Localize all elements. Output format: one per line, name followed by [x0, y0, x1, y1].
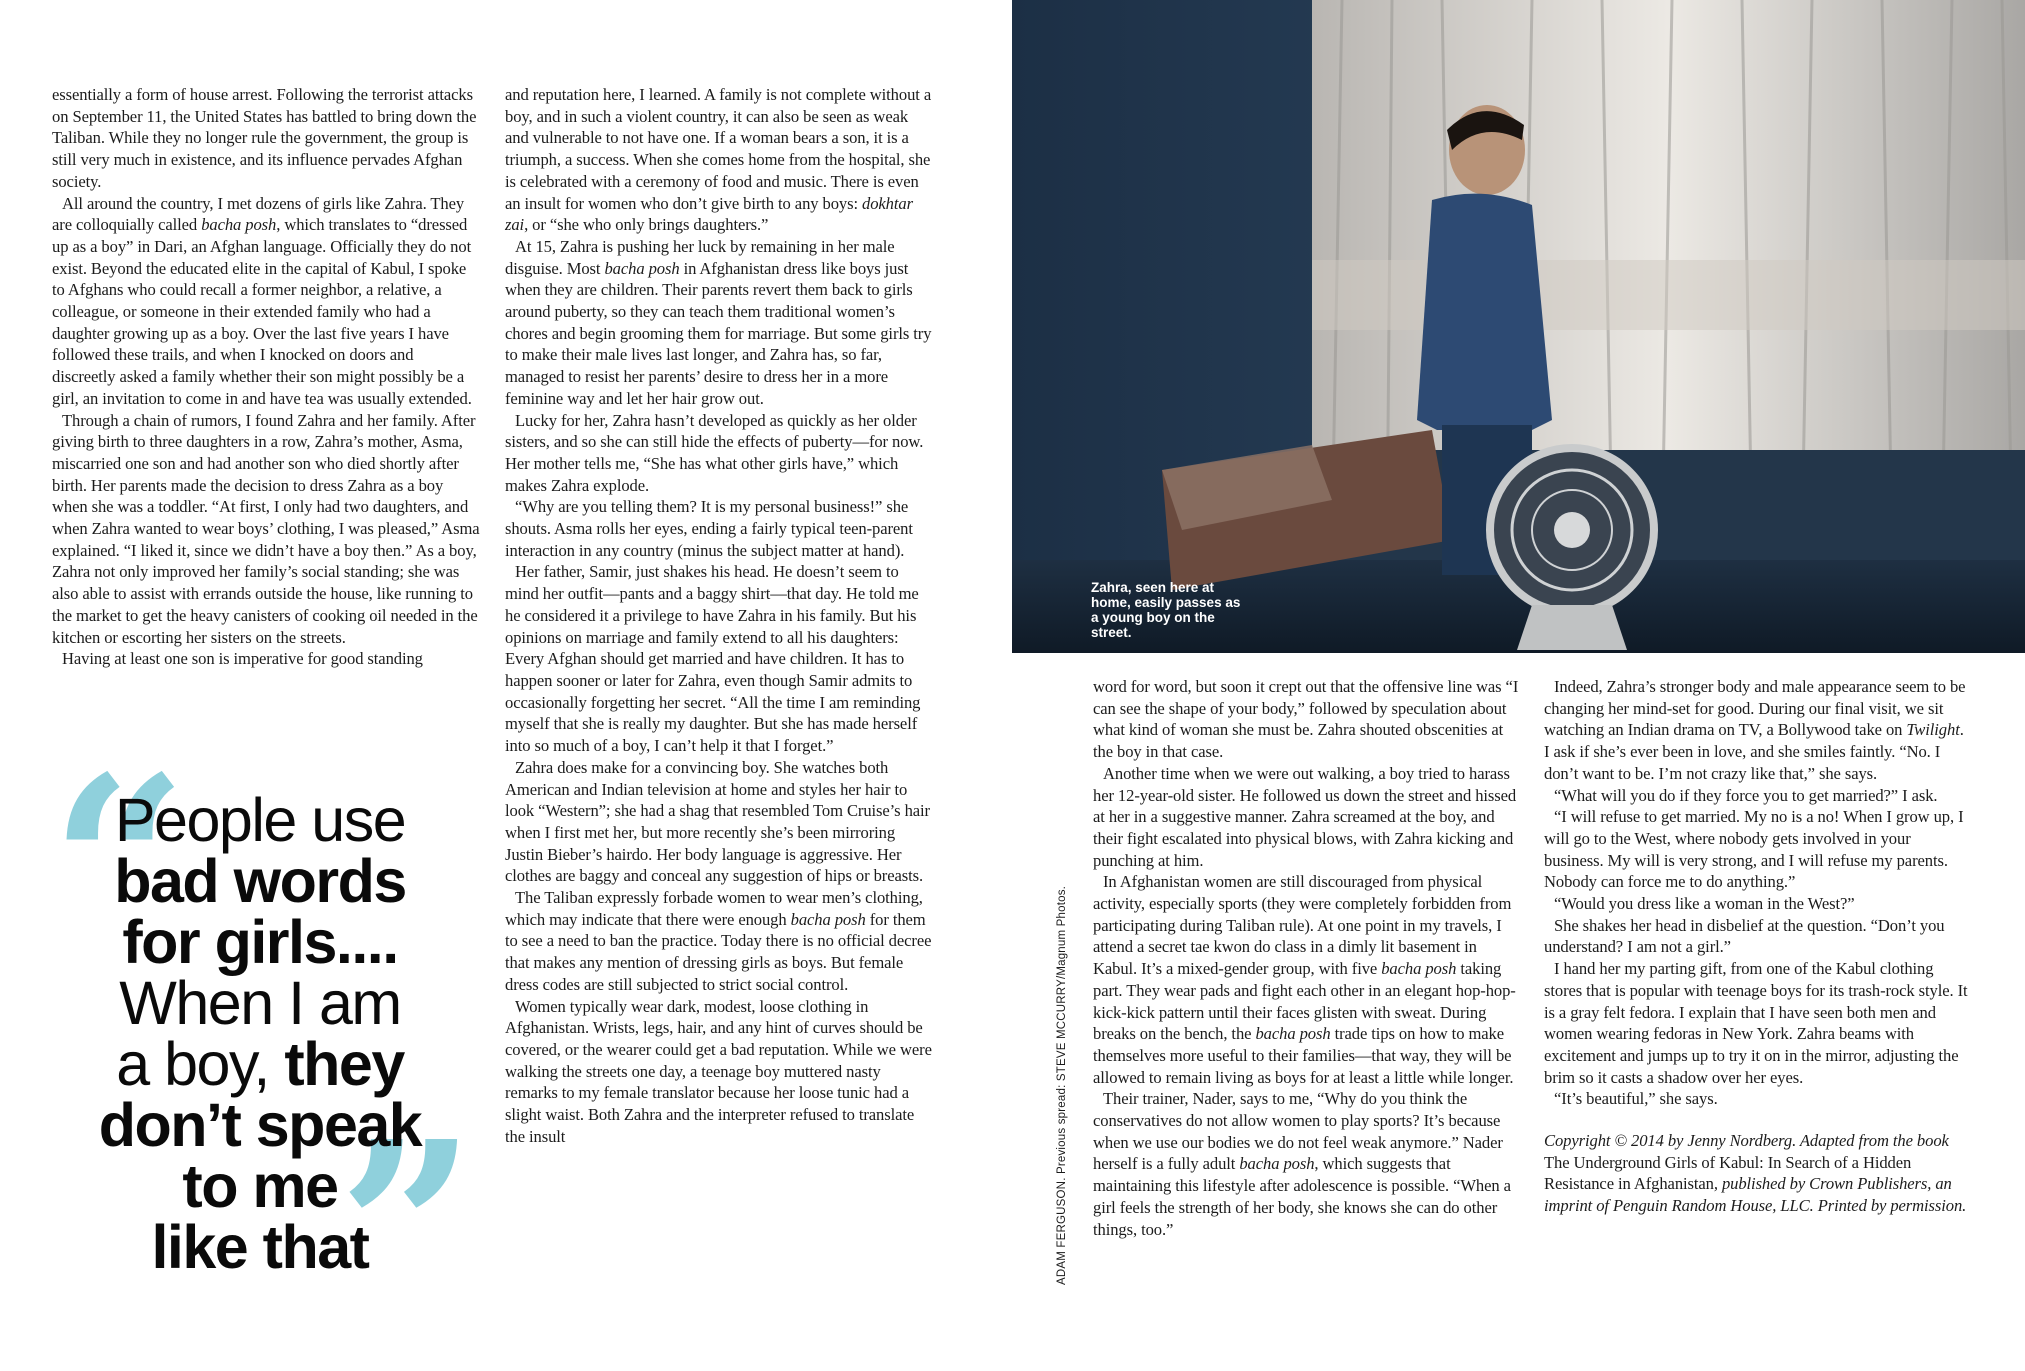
- pull-quote-line: like that: [151, 1213, 369, 1281]
- pull-quote-line: When I am: [119, 969, 401, 1037]
- pull-quote-line: bad words: [114, 847, 406, 915]
- photo-caption: Zahra, seen here at home, easily passes as a young boy on the street.: [1091, 580, 1241, 640]
- article-column-2: [505, 84, 935, 1147]
- pull-quote-line: for girls....: [122, 908, 398, 976]
- paragraph: Indeed, Zahra’s stronger body and male appearance seem to be changing her mind-set for good. During our final visit, we sit watching an Indian drama on TV, a Bollywood take on Twilight. I ask if she’s ever been in love, and she smiles faintly. “No. I don’t want to be. I’m not crazy like that,” she says.: [1544, 677, 1966, 783]
- paragraph: At 15, Zahra is pushing her luck by remaining in her male disguise. Most bacha posh in Afghanistan dress like boys just when they are children. Their parents revert them back to girls around puberty, so they can teach them traditional women’s chores and begin grooming them for marriage. But some girls try to make their male lives last longer, and Zahra has, so far, managed to resist her parents’ desire to dress her in a more feminine way and let her hair grow out.: [505, 236, 932, 408]
- paragraph: essentially a form of house arrest. Following the terrorist attacks on September 11, the United States has battled to bring down the Taliban. While they no longer rule the government, the group is still very much in existence, and its influence pervades Afghan society.: [52, 85, 477, 191]
- paragraph: and reputation here, I learned. A family is not complete without a boy, and in such a violent country, it can also be seen as weak and vulnerable to not have one. If a woman bears a son, it is a triumph, a success. When she comes home from the hospital, she is celebrated with a ceremony of food and music. There is even an insult for women who don’t give birth to any boys: dokhtar zai, or “she who only brings daughters.”: [505, 85, 932, 235]
- paragraph: “It’s beautiful,” she says.: [1554, 1089, 1718, 1109]
- pull-quote-text: [50, 786, 470, 1281]
- photo-credit: ADAM FERGUSON. Previous spread: STEVE MCCURRY/Magnum Photos.: [1056, 885, 1068, 1285]
- article-column-4-paragraphs: [1544, 676, 1972, 1110]
- zahra-by-window-image: [1012, 0, 2025, 653]
- pull-quote-fragment: they: [284, 1030, 404, 1098]
- close-quote-mark: ”: [338, 1089, 477, 1371]
- paragraph: Zahra does make for a convincing boy. She watches both American and Indian television at home and styles her hair to look “Western”; she had a shag that resembled Tom Cruise’s hair when I first met her, but more recently she’s been mirroring Justin Bieber’s hairdo. Her body language is aggressive. Her clothes are baggy and conceal any suggestion of hips or breasts.: [505, 757, 930, 886]
- pull-quote-line: [50, 1030, 470, 1098]
- paragraph: Another time when we were out walking, a boy tried to harass her 12-year-old sister. He followed us down the street and hissed at her in a suggestive manner. Zahra screamed at the boy, and their fight escalated into physical blows, with Zahra kicking and punching at him.: [1093, 763, 1517, 870]
- paragraph: Lucky for her, Zahra hasn’t developed as quickly as her older sisters, and so she can still hide the effects of puberty—for now. Her mother tells me, “She has what other girls have,” which makes Zahra explode.: [505, 410, 924, 495]
- pull-quote-line: don’t speak: [98, 1091, 422, 1159]
- pull-quote-line: to me: [182, 1152, 338, 1220]
- paragraph: Their trainer, Nader, says to me, “Why do you think the conservatives do not allow women to play sports? It’s because when we use our bodies we do not feel weak anymore.” Nader herself is a fully adult bacha posh, which suggests that maintaining this lifestyle after adolescence is possible. “When a girl feels the strength of her body, she knows she can do other things, too.”: [1093, 1089, 1511, 1239]
- paragraph: word for word, but soon it crept out that the offensive line was “I can see the shape of your body,” followed by speculation about what kind of woman she must be. Zahra shouted obscenities at the boy in that case.: [1093, 677, 1519, 762]
- pull-quote-line: People use: [114, 786, 406, 854]
- pull-quote: [50, 724, 477, 1371]
- copyright-note: Copyright © 2014 by Jenny Nordberg. Adapted from the book The Underground Girls of Kabul: In Search of a Hidden Resistance in Afghanistan, published by Crown Publishers, an imprint of Penguin Random House, LLC. Printed by permission.: [1544, 1131, 1967, 1216]
- paragraph: “I will refuse to get married. My no is a no! When I grow up, I will go to the West, where nobody gets involved in your business. My will is very strong, and I will refuse my parents. Nobody can force me to do anything.”: [1544, 807, 1964, 892]
- paragraph: In Afghanistan women are still discouraged from physical activity, especially sports (they were completely forbidden from participating during Taliban rule). At one point in my travels, I attend a secret tae kwon do class in a dimly lit basement in Kabul. It’s a mixed-gender group, with five bacha posh taking part. They wear pads and fight each other in an elegant hop-hop-kick-kick pattern until their faces glisten with sweat. During breaks on the bench, the bacha posh trade tips on how to make themselves more useful to their families—that way, they will be allowed to remain living as boys for at least a little while longer.: [1093, 872, 1516, 1087]
- article-column-4: [1544, 676, 1972, 1217]
- article-column-1: [52, 84, 480, 670]
- paragraph: “Would you dress like a woman in the West?”: [1554, 894, 1855, 914]
- paragraph: I hand her my parting gift, from one of the Kabul clothing stores that is popular with teenage boys for its trash-rock style. It is a gray felt fedora. I explain that I have seen both men and women wearing fedoras in New York. Zahra beams with excitement and jumps up to try it on in the mirror, adjusting the brim so it casts a shadow over her eyes.: [1544, 959, 1968, 1087]
- article-photo: [1012, 0, 2025, 653]
- paragraph: Her father, Samir, just shakes his head. He doesn’t seem to mind her outfit—pants and a baggy shirt—that day. He told me he considered it a privilege to have Zahra in his family. But his opinions on marriage and family extend to all his daughters: Every Afghan should get married and have children. It has to happen sooner or later for Zahra, even though Samir admits to occasionally forgetting her secret. “All the time I am reminding myself that she is really my daughter. But she has made herself into so much of a boy, I can’t help it that I forget.”: [505, 562, 921, 756]
- paragraph: Women typically wear dark, modest, loose clothing in Afghanistan. Wrists, legs, hair, and any hint of curves should be covered, or the wearer could get a bad reputation. While we were walking the streets one day, a teenage boy muttered nasty remarks to my female translator because her loose tunic had a slight waist. Both Zahra and the interpreter refused to translate the insult: [505, 996, 932, 1146]
- pull-quote-fragment: a boy,: [116, 1030, 285, 1098]
- paragraph: All around the country, I met dozens of girls like Zahra. They are colloquially called bacha posh, which translates to “dressed up as a boy” in Dari, an Afghan language. Officially they do not exist. Beyond the educated elite in the capital of Kabul, I spoke to Afghans who could recall a former neighbor, a relative, a colleague, or someone in their extended family who had a daughter growing up as a boy. Over the last five years I have followed these trails, and when I knocked on doors and discreetly asked a family whether their son might possibly be a girl, an invitation to come in and have tea was usually extended.: [52, 193, 472, 408]
- paragraph: The Taliban expressly forbade women to wear men’s clothing, which may indicate that there were enough bacha posh for them to see a need to ban the practice. Today there is no official decree that makes any mention of dressing girls as boys. But female dress codes are still subjected to strict social control.: [505, 888, 932, 994]
- paragraph: Having at least one son is imperative for good standing: [62, 649, 423, 669]
- paragraph: She shakes her head in disbelief at the question. “Don’t you understand? I am not a girl.”: [1544, 915, 1945, 957]
- paragraph: Through a chain of rumors, I found Zahra and her family. After giving birth to three daughters in a row, Zahra’s mother, Asma, miscarried one son and had another son who died shortly after birth. Her parents made the decision to dress Zahra as a boy when she was a toddler. “At first, I only had two daughters, and when Zahra wanted to wear boys’ clothing, I was pleased,” Asma explained. “I liked it, since we didn’t have a boy then.” As a boy, Zahra not only improved her family’s social standing; she was also able to assist with errands outside the house, like running to the market to get the heavy canisters of cooking oil needed in the kitchen or escorting her sisters on the streets.: [52, 410, 480, 647]
- paragraph: “What will you do if they force you to get married?” I ask.: [1554, 785, 1938, 805]
- article-column-3: [1093, 676, 1521, 1240]
- paragraph: “Why are you telling them? It is my personal business!” she shouts. Asma rolls her eyes, ending a fairly typical teen-parent interaction in any country (minus the subject matter at hand).: [505, 497, 913, 560]
- open-quote-mark: “: [50, 724, 189, 1006]
